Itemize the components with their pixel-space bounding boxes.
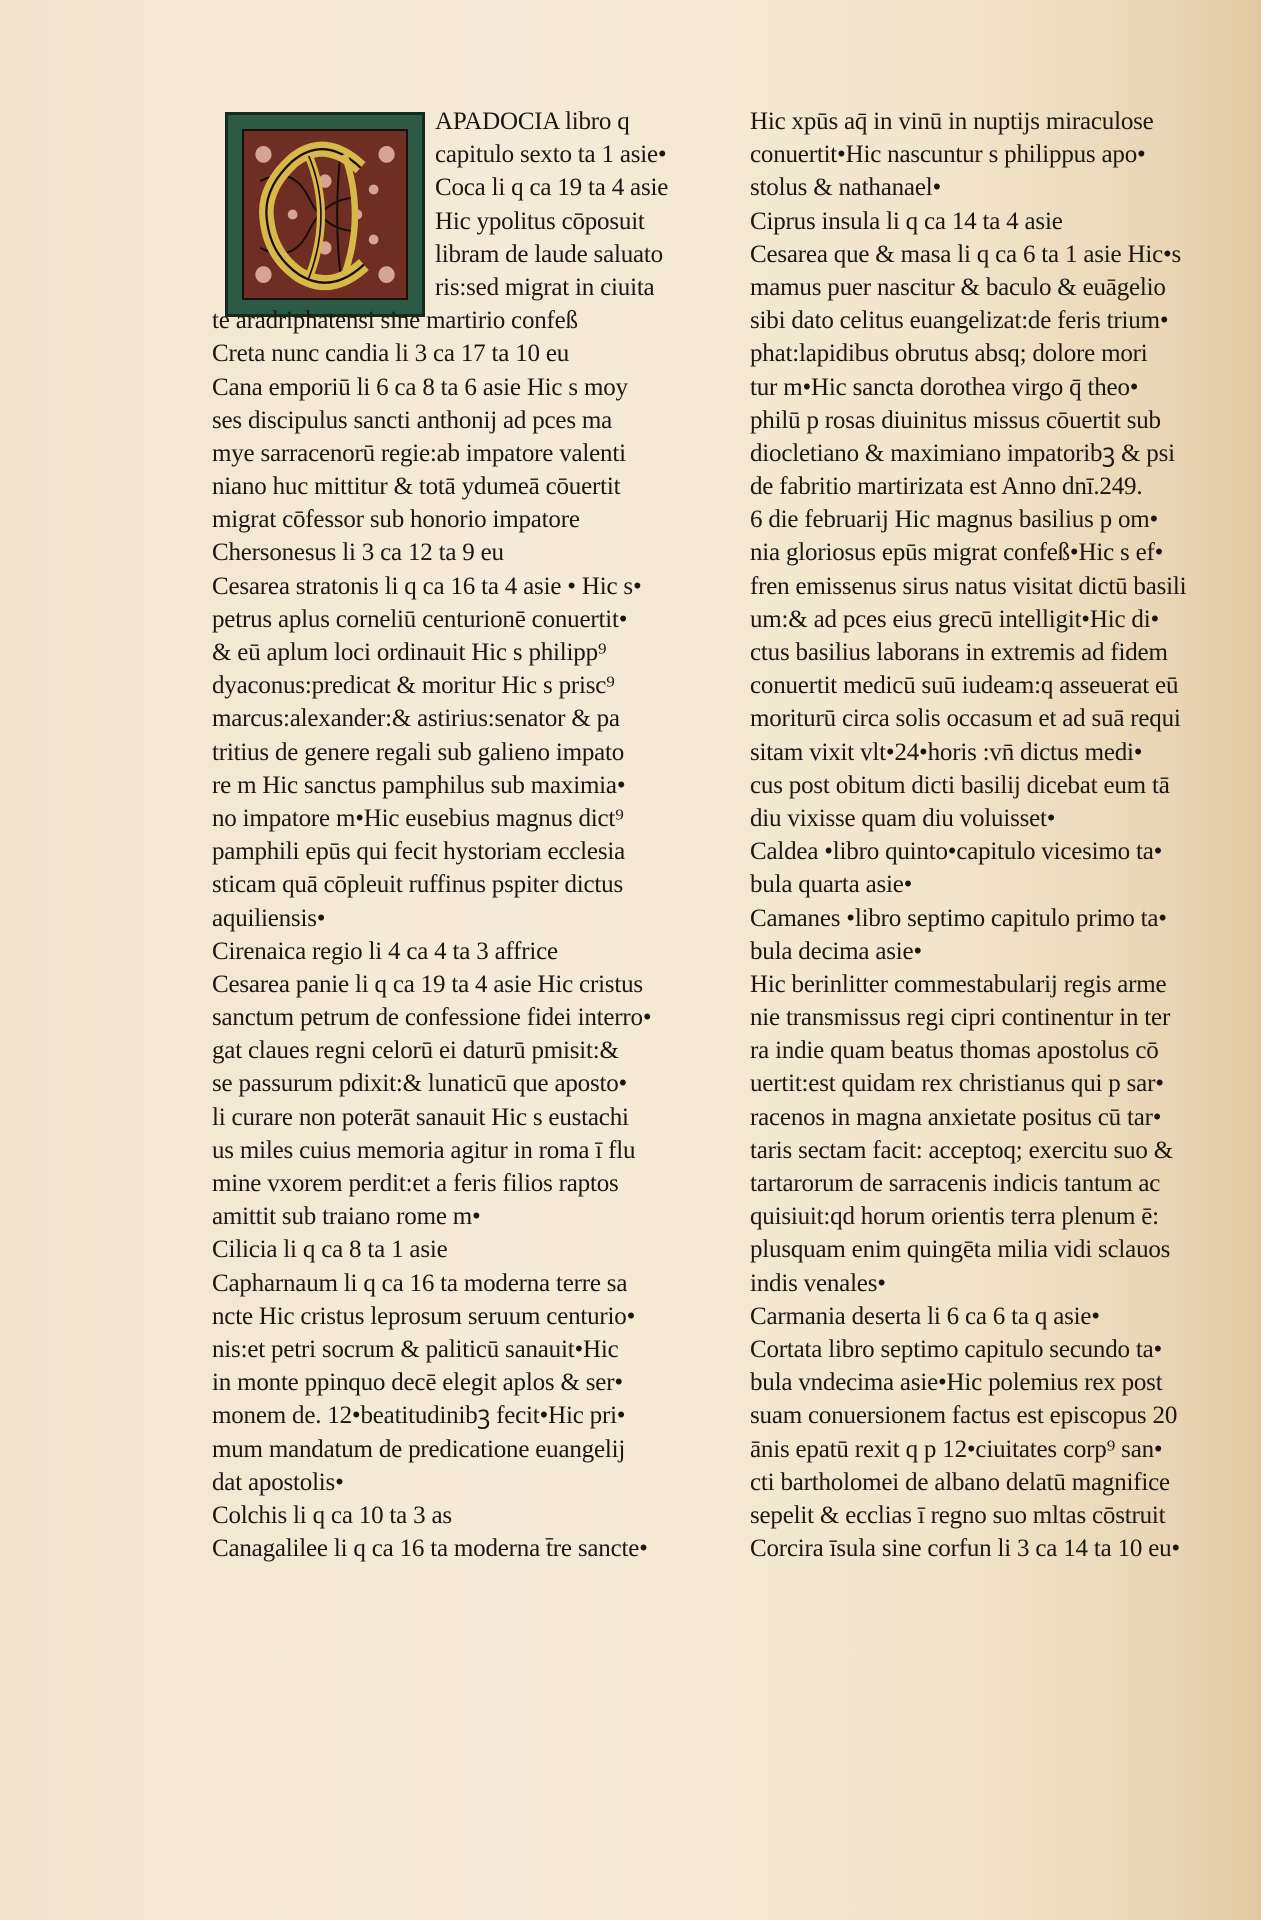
text-line: dat apostolis• bbox=[212, 1468, 344, 1496]
text-line: Cana emporiū li 6 ca 8 ta 6 asie Hic s moy bbox=[212, 373, 628, 401]
text-line: sanctum petrum de confessione fidei interro• bbox=[212, 1004, 652, 1032]
text-line: ctus basilius laborans in extremis ad fidem bbox=[750, 639, 1168, 666]
text-line: Canagalilee li q ca 16 ta moderna t̄re sancte• bbox=[212, 1535, 648, 1563]
text-line: Hic xpūs aq̄ in vinū in nuptijs miraculose bbox=[750, 108, 1154, 135]
text-line: fren emissenus sirus natus visitat dictū basili bbox=[750, 572, 1187, 600]
text-line: gat claues regni celorū ei daturū pmisit:& bbox=[212, 1037, 619, 1065]
text-line: sepelit & ecclias ī regno suo mltas cōstruit bbox=[750, 1501, 1166, 1529]
text-line: aquiliensis• bbox=[212, 904, 326, 932]
text-line: re m Hic sanctus pamphilus sub maximia• bbox=[212, 771, 626, 799]
text-line: mine vxorem perdit:et a feris filios raptos bbox=[212, 1170, 619, 1197]
text-line: us miles cuius memoria agitur in roma ī flu bbox=[212, 1136, 636, 1164]
text-line: tritius de genere regali sub galieno impato bbox=[212, 738, 625, 766]
text-line: li curare non poterāt sanauit Hic s eustachi bbox=[212, 1103, 629, 1131]
text-line: um:& ad pces eius grecū intelligit•Hic di• bbox=[750, 605, 1160, 633]
text-line: Chersonesus li 3 ca 12 ta 9 eu bbox=[212, 539, 504, 567]
text-line: indis venales• bbox=[750, 1269, 886, 1297]
text-line: diu vixisse quam diu voluisset• bbox=[750, 804, 1056, 832]
text-line: 6 die februarij Hic magnus basilius p om• bbox=[750, 506, 1159, 534]
text-line: petrus aplus corneliū centurionē conuertit• bbox=[212, 605, 628, 633]
text-line: in monte ppinquo decē elegit aplos & ser• bbox=[212, 1369, 623, 1397]
text-line: ses discipulus sancti anthonij ad pces ma bbox=[212, 406, 613, 434]
text-line: stolus & nathanael• bbox=[750, 174, 942, 202]
text-line: no impatore m•Hic eusebius magnus dict⁹ bbox=[212, 804, 624, 832]
text-line: se passurum pdixit:& lunaticū que aposto• bbox=[212, 1070, 628, 1098]
text-line: Cesarea que & masa li q ca 6 ta 1 asie Hic•s bbox=[750, 240, 1182, 268]
text-line: Colchis li q ca 10 ta 3 as bbox=[212, 1501, 452, 1529]
text-line: sticam quā cōpleuit ruffinus pspiter dictus bbox=[212, 871, 623, 899]
text-line: te aradriphatensi sine martirio confeß bbox=[212, 307, 578, 335]
left-column bbox=[212, 105, 682, 1565]
text-line: libram de laude saluato bbox=[435, 240, 663, 268]
text-line: Coca li q ca 19 ta 4 asie bbox=[435, 174, 669, 202]
text-line: monem de. 12•beatitudinibꝫ fecit•Hic pri• bbox=[212, 1402, 626, 1430]
text-line: ra indie quam beatus thomas apostolus cō bbox=[750, 1037, 1159, 1065]
text-line: Caldea •libro quinto•capitulo vicesimo ta• bbox=[750, 838, 1163, 866]
text-line: bula vndecima asie•Hic polemius rex post bbox=[750, 1369, 1163, 1397]
text-line: Cortata libro septimo capitulo secundo ta• bbox=[750, 1335, 1163, 1363]
text-line: conuertit medicū suū iudeam:q asseuerat eū bbox=[750, 672, 1179, 700]
text-line: Carmania deserta li 6 ca 6 ta q asie• bbox=[750, 1302, 1100, 1330]
text-line: sitam vixit vlt•24•horis :vn̄ dictus medi• bbox=[750, 738, 1143, 766]
text-line: amittit sub traiano rome m• bbox=[212, 1203, 481, 1231]
text-line: Cesarea panie li q ca 19 ta 4 asie Hic cristus bbox=[212, 970, 643, 998]
text-line: APADOCIA libro q bbox=[435, 108, 630, 135]
text-line: niano huc mittitur & totā ydumeā cōuertit bbox=[212, 473, 621, 501]
text-line: nis:et petri socrum & paliticū sanauit•Hic bbox=[212, 1335, 619, 1363]
text-line: pamphili epūs qui fecit hystoriam ecclesia bbox=[212, 838, 625, 866]
text-line: bula quarta asie• bbox=[750, 871, 913, 899]
text-line: Creta nunc candia li 3 ca 17 ta 10 eu bbox=[212, 340, 570, 368]
text-line: taris sectam facit: acceptoq; exercitu suo & bbox=[750, 1136, 1173, 1164]
text-line: Camanes •libro septimo capitulo primo ta• bbox=[750, 904, 1167, 932]
text-line: phat:lapidibus obrutus absq; dolore mori bbox=[750, 340, 1148, 368]
text-line: bula decima asie• bbox=[750, 937, 922, 965]
text-line: de fabritio martirizata est Anno dnī.249. bbox=[750, 473, 1143, 501]
text-line: ris:sed migrat in ciuita bbox=[435, 273, 655, 301]
right-column bbox=[750, 105, 1220, 1565]
text-line: Cesarea stratonis li q ca 16 ta 4 asie • Hic s• bbox=[212, 572, 642, 600]
text-line: ncte Hic cristus leprosum seruum centurio• bbox=[212, 1302, 636, 1330]
text-line: conuertit•Hic nascuntur s philippus apo• bbox=[750, 141, 1146, 169]
text-line: ānis epatū rexit q p 12•ciuitates corp⁹ san• bbox=[750, 1435, 1163, 1463]
text-line: plusquam enim quingēta milia vidi sclauos bbox=[750, 1236, 1171, 1264]
text-line: & eū aplum loci ordinauit Hic s philipp⁹ bbox=[212, 639, 607, 666]
text-line: sibi dato celitus euangelizat:de feris trium• bbox=[750, 307, 1169, 335]
text-line: mum mandatum de predicatione euangelij bbox=[212, 1435, 626, 1463]
text-line: marcus:alexander:& astirius:senator & pa bbox=[212, 705, 620, 733]
text-line: nia gloriosus epūs migrat confeß•Hic s ef• bbox=[750, 539, 1164, 567]
text-line: philū p rosas diuinitus missus cōuertit sub bbox=[750, 406, 1161, 434]
text-line: diocletiano & maximiano impatoribꝫ & psi bbox=[750, 439, 1175, 467]
text-line: Corcira īsula sine corfun li 3 ca 14 ta 10 eu• bbox=[750, 1535, 1180, 1563]
text-line: moriturū circa solis occasum et ad suā requi bbox=[750, 705, 1181, 733]
text-line: quisiuit:qd horum orientis terra plenum ē: bbox=[750, 1203, 1159, 1231]
text-line: Cirenaica regio li 4 ca 4 ta 3 affrice bbox=[212, 937, 558, 965]
text-line: racenos in magna anxietate positus cū tar• bbox=[750, 1103, 1162, 1131]
text-line: cus post obitum dicti basilij dicebat eum tā bbox=[750, 771, 1170, 799]
text-line: nie transmissus regi cipri continentur in ter bbox=[750, 1004, 1171, 1032]
text-line: dyaconus:predicat & moritur Hic s prisc⁹ bbox=[212, 672, 615, 700]
text-line: capitulo sexto ta 1 asie• bbox=[435, 141, 667, 169]
text-line: uertit:est quidam rex christianus qui p sar• bbox=[750, 1070, 1164, 1098]
text-line: Cilicia li q ca 8 ta 1 asie bbox=[212, 1236, 448, 1264]
text-line: mye sarracenorū regie:ab impatore valenti bbox=[212, 439, 626, 467]
text-line: mamus puer nascitur & baculo & euāgelio bbox=[750, 273, 1166, 301]
text-line: tartarorum de sarracenis indicis tantum ac bbox=[750, 1170, 1161, 1197]
text-line: tur m•Hic sancta dorothea virgo q̄ theo• bbox=[750, 373, 1139, 401]
text-line: Ciprus insula li q ca 14 ta 4 asie bbox=[750, 207, 1063, 235]
text-line: Capharnaum li q ca 16 ta moderna terre sa bbox=[212, 1269, 628, 1297]
text-line: migrat cōfessor sub honorio impatore bbox=[212, 506, 580, 534]
text-line: Hic ypolitus cōposuit bbox=[435, 207, 645, 235]
text-line: cti bartholomei de albano delatū magnifice bbox=[750, 1468, 1170, 1496]
text-line: Hic berinlitter commestabularij regis arme bbox=[750, 970, 1167, 998]
text-line: suam conuersionem factus est episcopus 20 bbox=[750, 1402, 1178, 1430]
